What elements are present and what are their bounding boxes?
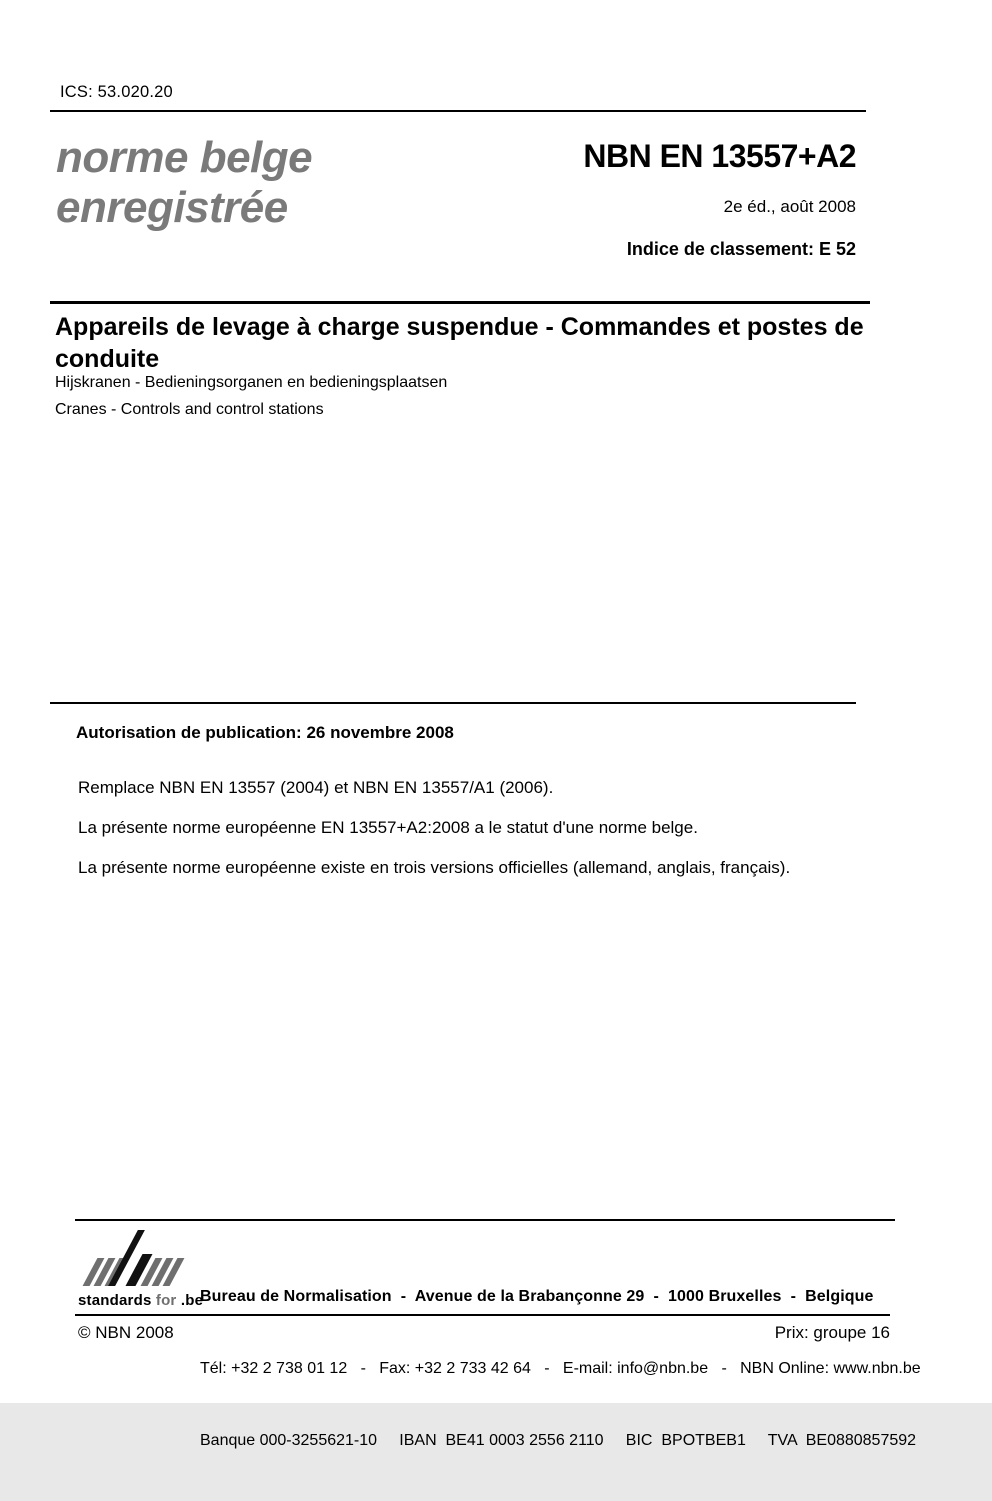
- publisher-info-block: [200, 1237, 921, 1501]
- document-type-line1: norme belge: [56, 133, 313, 182]
- title-french: Appareils de levage à charge suspendue - Commandes et postes de conduite: [55, 313, 864, 373]
- language-versions-note: La présente norme européenne existe en trois versions officielles (allemand, anglais, français).: [78, 858, 791, 877]
- header-divider: [50, 110, 866, 112]
- publication-authorization: Autorisation de publication: 26 novembre 2008: [76, 723, 454, 742]
- logo-tagline: [78, 1292, 208, 1309]
- document-type-line2: enregistrée: [56, 183, 288, 232]
- footer-divider-bottom: [75, 1314, 890, 1316]
- publisher-address: Bureau de Normalisation - Avenue de la Brabançonne 29 - 1000 Bruxelles - Belgique: [200, 1288, 874, 1305]
- publisher-bank-details: Banque 000-3255621-10 IBAN BE41 0003 2556 2110 BIC BPOTBEB1 TVA BE0880857592: [200, 1432, 917, 1449]
- ics-code: ICS: 53.020.20: [60, 83, 173, 101]
- copyright-notice: © NBN 2008: [78, 1323, 174, 1342]
- status-note: La présente norme européenne EN 13557+A2:2008 a le statut d'une norme belge.: [78, 818, 698, 837]
- document-type-label: [56, 133, 312, 233]
- nbn-logo-icon: [78, 1230, 208, 1286]
- tagline-standards: standards: [78, 1292, 152, 1309]
- footer-divider-top: [75, 1219, 895, 1221]
- price-group: Prix: groupe 16: [774, 1323, 890, 1342]
- authorization-divider: [50, 702, 856, 704]
- publisher-contact: Tél: +32 2 738 01 12 - Fax: +32 2 733 42 64 - E-mail: info@nbn.be - NBN Online: www.nbn.be: [200, 1360, 921, 1377]
- title-dutch: Hijskranen - Bedieningsorganen en bedieningsplaatsen: [55, 374, 448, 391]
- title-english: Cranes - Controls and control stations: [55, 401, 324, 418]
- tagline-for: for: [151, 1292, 181, 1309]
- replacement-note: Remplace NBN EN 13557 (2004) et NBN EN 13557/A1 (2006).: [78, 778, 554, 797]
- standard-number: NBN EN 13557+A2: [583, 138, 856, 174]
- standard-reference-block: [583, 138, 856, 260]
- edition-date: 2e éd., août 2008: [723, 197, 856, 216]
- title-divider: [50, 301, 870, 304]
- classification-index: Indice de classement: E 52: [626, 239, 856, 259]
- nbn-logo: [78, 1230, 208, 1309]
- tagline-be: .be: [180, 1292, 204, 1309]
